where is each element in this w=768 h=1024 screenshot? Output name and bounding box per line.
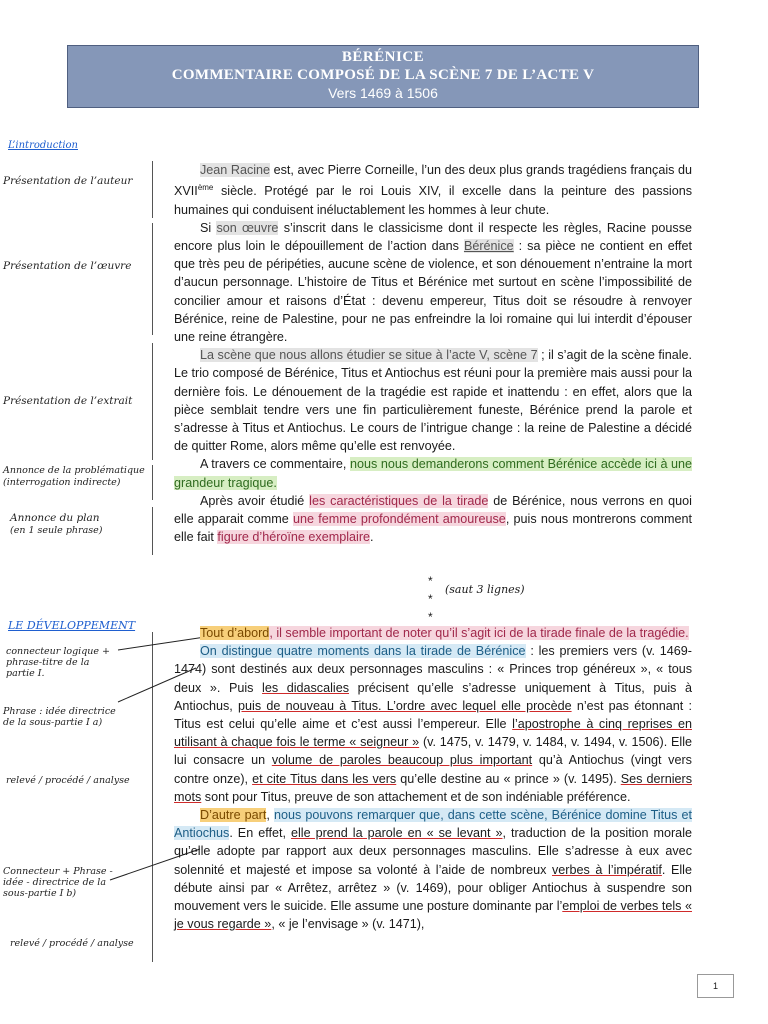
- page-number: 1: [697, 974, 734, 998]
- intro-paragraph-problematique: A travers ce commentaire, nous nous demanderons comment Bérénice accède ici à une grandeur tragique.: [174, 457, 693, 490]
- header-subtitle: COMMENTAIRE COMPOSÉ DE LA SCÈNE 7 DE L’ACTE V: [171, 67, 595, 83]
- work-title: Bérénice: [463, 239, 514, 253]
- note-connecteur-2: Connecteur + Phrase - idée - directrice de la sous-partie I b): [3, 866, 113, 899]
- development-body: [174, 624, 692, 933]
- header-verses: Vers 1469 à 1506: [328, 85, 438, 101]
- note-releve-1: relevé / procédé / analyse: [6, 775, 130, 786]
- line-break-stars: * * *: [428, 574, 433, 624]
- author-name: Jean Racine: [200, 163, 271, 177]
- note-extrait: Présentation de l’extrait: [3, 395, 133, 407]
- intro-body: [174, 161, 692, 546]
- note-releve-2: relevé / procédé / analyse: [10, 938, 134, 949]
- note-connecteur-1: connecteur logique + phrase-titre de la partie I.: [6, 646, 111, 679]
- intro-paragraph-extract: La scène que nous allons étudier se situe à l’acte V, scène 7 ; il s’agit de la scène finale. Le trio composé de Bérénice, Titus et Antiochus est réuni pour la première mais aussi pour la dernière fois. Le dénouement de la tragédie est rapide et inattendu : en effet, alors que la pièce semblait tendre vers une fin particulièrement funeste, Bérénice prend la parole et s’adresse à Titus et Antiochus. Le cours de l’intrigue change : la reine de Palestine a décidé de quitter Rome, alors même qu’elle est renvoyée.: [174, 348, 693, 454]
- dev-paragraph-part1: Tout d’abord, il semble important de noter qu’il s’agit ici de la tirade finale de la tragédie.: [200, 626, 689, 640]
- note-oeuvre: Présentation de l’œuvre: [3, 260, 132, 272]
- dev-paragraph-subpart-b: D’autre part, nous pouvons remarquer que, dans cette scène, Bérénice domine Titus et Antiochus. En effet, elle prend la parole en « se levant », traduction de la position morale qu’elle adopte par rapport aux deux personnages masculins. Elle s’adresse à eux avec solennité et majesté et impose sa volonté à l’aide de nombreux verbes à l’impératif. Elle débute ainsi par « Arrêtez, arrêtez » (v. 1469), pour obliger Antiochus à suspendre son mouvement vers le suicide. Elle assume une posture dominante par l’emploi de verbes tels « je vous regarde », « je l’envisage » (v. 1471),: [174, 808, 692, 932]
- dev-paragraph-subpart-a: On distingue quatre moments dans la tirade de Bérénice : les premiers vers (v. 1469-1474) sont destinés aux deux personnages masculins : « Princes trop généreux », « tous deux ». Puis les didascalies précisent qu’elle s’adresse uniquement à Titus, puis à Antiochus, puis de nouveau à Titus. L’ordre avec lequel elle procède n’est pas étonnant : Titus est celui qu’elle aime et c’est aussi l’empereur. Elle l’apostrophe à cinq reprises en utilisant à chaque fois le terme « seigneur » (v. 1475, v. 1479, v. 1484, v. 1494, v. 1506). Elle lui consacre un volume de paroles beaucoup plus important qu’à Antiochus (vingt vers contre onze), et cite Titus dans les vers qu’elle destine au « prince » (v. 1495). Ses derniers mots sont pour Titus, preuve de son attachement et de son indéniable préférence.: [174, 644, 693, 804]
- note-saut: (saut 3 lignes): [445, 583, 525, 596]
- note-auteur: Présentation de l’auteur: [3, 175, 133, 187]
- note-idee-1: Phrase : idée directrice de la sous-partie I a): [3, 706, 116, 728]
- note-plan: Annonce du plan: [10, 512, 100, 524]
- note-introduction: L’introduction: [8, 140, 78, 151]
- intro-paragraph-author: Jean Racine est, avec Pierre Corneille, l’un des deux plus grands tragédiens français du XVIIème siècle. Protégé par le roi Louis XIV, il excelle dans la peinture des passions humaines qui conduisent inéluctablement les hommes à leur chute.: [174, 163, 692, 217]
- note-plan-sub: (en 1 seule phrase): [10, 525, 103, 536]
- note-developpement: LE DÉVELOPPEMENT: [8, 619, 136, 632]
- intro-paragraph-plan: Après avoir étudié les caractéristiques de la tirade de Bérénice, nous verrons en quoi elle apparait comme une femme profondément amoureuse, puis nous montrerons comment elle fait figure d’héroïne exemplaire.: [174, 493, 693, 545]
- note-problematique-sub: (interrogation indirecte): [3, 477, 121, 488]
- note-problematique: Annonce de la problématique: [3, 465, 145, 476]
- intro-paragraph-work: Si son œuvre s’inscrit dans le classicisme dont il respecte les règles, Racine pousse encore plus loin le dépouillement de l’action dans Bérénice : sa pièce ne contient en effet que très peu de péripéties, aucune scène de violence, et son dénouement n’entraine la mort d’aucun personnage. L’histoire de Titus et Bérénice met surtout en scène l’impossibilité de concilier amour et raisons d’État : devenu empereur, Titus doit se résoudre à renvoyer Bérénice, reine de Palestine, pour ne pas enfreindre la loi romaine qui lui interdit d’épouser une reine étrangère.: [174, 220, 692, 345]
- header-title: BÉRÉNICE: [341, 49, 425, 65]
